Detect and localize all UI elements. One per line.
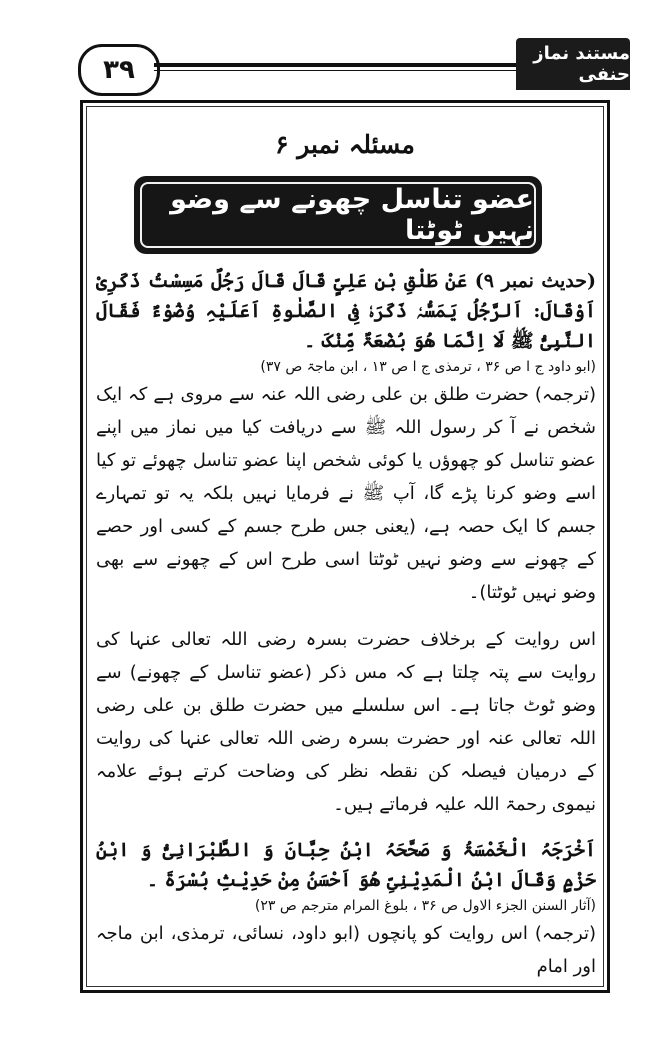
header-rule xyxy=(154,63,516,67)
translation-text: (ترجمہ) حضرت طلق بن علی رضی اللہ عنہ سے مروی ہے کہ ایک شخص نے آ کر رسول اللہ ﷺ سے دریافت کیا میں نماز میں اپنے عضو تناسل کو چھوؤں یا کوئی شخص اپنا عضو تناسل چھوئے تو کیا اسے وضو کرنا پڑے گا، آپ ﷺ نے فرمایا نہیں بلکہ یہ تو تمہارے جسم کا ایک حصہ ہے، (یعنی جس طرح جسم کے کسی اور حصے کے چھونے سے وضو نہیں ٹوٹتا اسی طرح اس کے چھونے سے بھی وضو نہیں ٹوٹتا)۔ xyxy=(96,384,596,603)
hadith-text: (حدیث نمبر ۹) عَنْ طَلْقِ بْنِ عَلِیٍّ قَالَ قَالَ رَجُلٌ مَسِسْتُ ذَکَرِیْ اَوْقَالَ: اَلرَّجُلُ یَمَسُّہٗ ذَکَرَہٗ فِی الصَّلٰوۃِ اَعَلَیْہِ وُضُوْءٌ فَقَالَ النَّبِیُّ ﷺ لَا اِنَّمَا ھُوَ بُضْعَۃٌ مِّنْکَ ۔ xyxy=(96,270,596,352)
title-banner-inner xyxy=(140,182,536,248)
masala-label: مسئلہ نمبر ۶ xyxy=(275,130,415,159)
masala-title: عضو تناسل چھونے سے وضو نہیں ٹوٹتا xyxy=(170,184,534,246)
page-number: ۳۹ xyxy=(78,44,160,96)
final-translation-text: (ترجمہ) اس روایت کو پانچوں (ابو داود، نسائی، ترمذی، ابن ماجہ اور امام xyxy=(96,923,596,977)
title-banner xyxy=(134,176,542,254)
hadith-reference: (ابو داود ج ا ص ۳۶ ، ترمذی ج ا ص ۱۳ ، ابن ماجۃ ص ۳۷) xyxy=(260,359,596,375)
content-body xyxy=(96,266,596,986)
header-rule-thin xyxy=(154,70,516,71)
discussion-text: اس روایت کے برخلاف حضرت بسرہ رضی اللہ تعالی عنہا کی روایت سے پتہ چلتا ہے کہ مس ذکر (عضو تناسل کے چھونے) سے وضو ٹوٹ جاتا ہے۔ اس سلسلے میں حضرت طلق بن علی رضی اللہ تعالی عنہ اور حضرت بسرہ رضی اللہ تعالی عنہا کی روایت کے درمیان فیصلہ کن نقطہ نظر کی وضاحت کرتے ہوئے علامہ نیموی رحمۃ اللہ علیہ فرماتے ہیں۔ xyxy=(96,629,596,815)
paragraph-gap xyxy=(96,821,596,835)
quote-text: اَخْرَجَہُ الْخَمْسَۃُ وَ صَحَّحَہُ ابْنُ حِبَّانَ وَ الطَّبْرَانِیُّ وَ ابْنُ حَزْمٍ وَقَالَ ابْنُ الْمَدِیْنِیِّ ھُوَ اَحْسَنُ مِنْ حَدِیْثِ بُسْرَۃَ ۔ xyxy=(96,839,596,891)
quote-reference: (آثار السنن الجزء الاول ص ۳۶ ، بلوغ المرام مترجم ص ۲۳) xyxy=(254,898,596,914)
book-title: مستند نماز حنفی xyxy=(516,38,630,90)
paragraph-gap xyxy=(96,609,596,623)
